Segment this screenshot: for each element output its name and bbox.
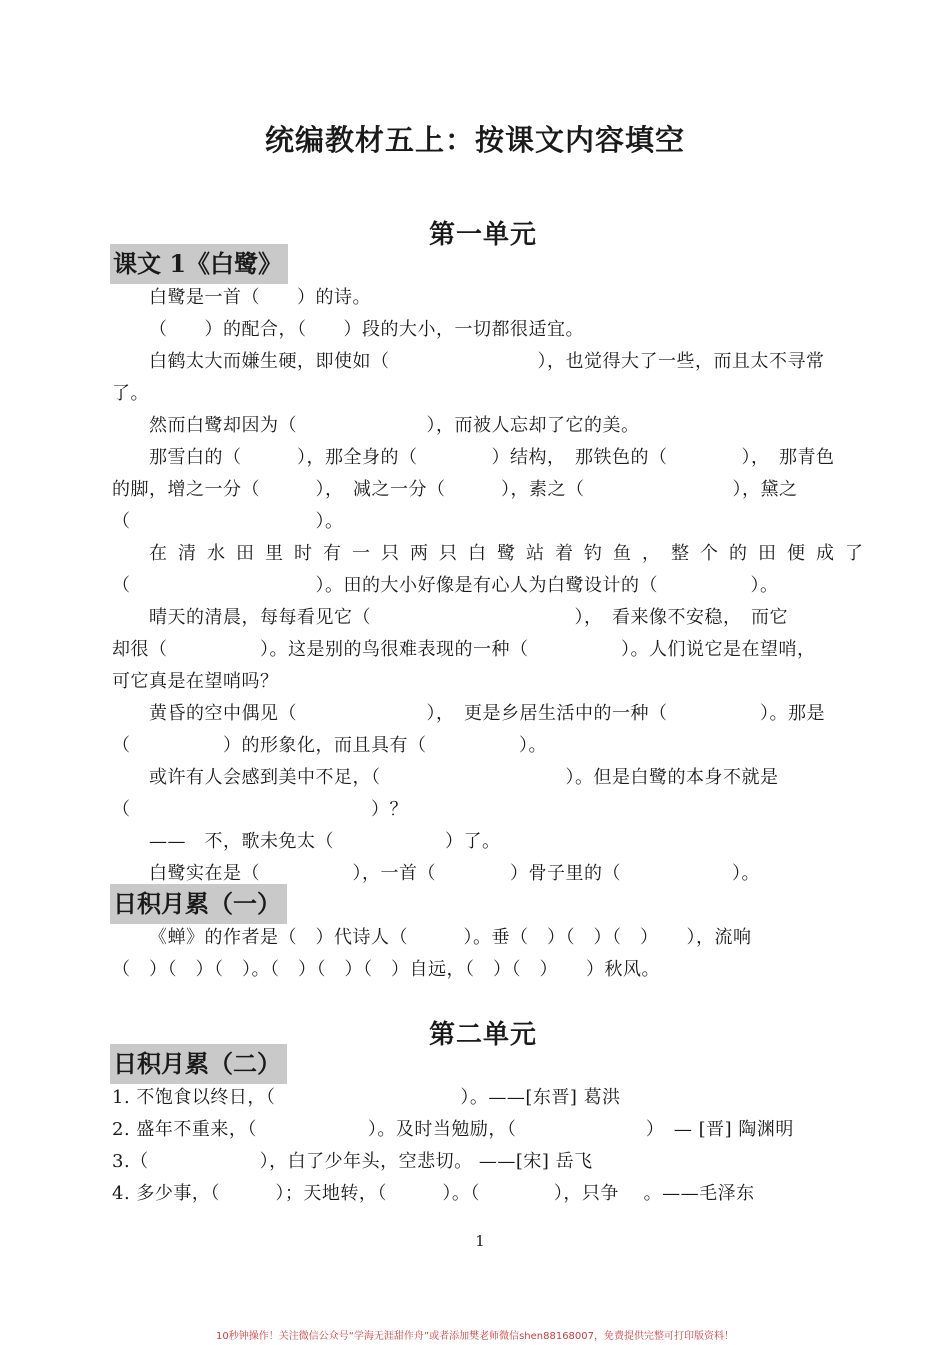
fill-line: 白鹭是一首（ ）的诗。 — [149, 287, 371, 308]
promo-footer: 10秒钟操作！关注微信公众号“学海无涯甜作舟”或者添加樊老师微信shen88168007，免费提供完整可打印版资料！ — [215, 1331, 735, 1342]
fill-line: （ ）。田的大小好像是有心人为白鹭设计的（ ）。 — [112, 575, 779, 596]
fill-line: 白鹤太大而嫌生硬，即使如（ ），也觉得大了一些，而且太不寻常 — [149, 351, 825, 372]
fill-line: 然而白鹭却因为（ ），而被人忘却了它的美。 — [149, 415, 640, 436]
fill-line: 2. 盛年不重来，（ ）。及时当勉励，（ ） — [晋] 陶渊明 — [112, 1119, 794, 1140]
fill-line: （ ）。 — [112, 511, 344, 532]
page-number: 1 — [475, 1232, 485, 1250]
fill-line: 黄昏的空中偶见（ ）， 更是乡居生活中的一种（ ）。那是 — [149, 703, 825, 724]
unit-heading-2: 第二单元 — [428, 1020, 537, 1050]
fill-line: 或许有人会感到美中不足，（ ）。但是白鹭的本身不就是 — [149, 767, 779, 788]
fill-line: 那雪白的（ ），那全身的（ ）结构， 那铁色的（ ）， 那青色 — [149, 447, 835, 468]
fill-line: 了。 — [112, 383, 149, 404]
fill-line: 晴天的清晨，每每看见它（ ）， 看来像不安稳， 而它 — [149, 607, 788, 628]
fill-line: 1. 不饱食以终日，（ ）。——[东晋] 葛洪 — [112, 1087, 621, 1108]
fill-line: （ ）的配合，（ ）段的大小，一切都很适宜。 — [149, 319, 584, 340]
fill-line: 在清水田里时有一只两只白鹭站着钓鱼，整个的田便成了 — [149, 543, 874, 564]
section-header-accumulation-2: 日积月累（二） — [110, 1044, 287, 1084]
fill-line: —— 不，歌未免太（ ）了。 — [149, 831, 501, 852]
fill-line: 《蝉》的作者是（ ）代诗人（ ）。垂（ ）（ ）（ ） ），流响 — [149, 927, 752, 948]
fill-line: （ ）（ ）（ ）。（ ）（ ）（ ）自远，（ ）（ ） ）秋风。 — [112, 959, 660, 980]
fill-line: （ ）的形象化，而且具有（ ）。 — [112, 735, 547, 756]
unit-heading-1: 第一单元 — [428, 220, 537, 250]
fill-line: （ ）？ — [112, 799, 408, 820]
section-header-accumulation-1: 日积月累（一） — [110, 884, 287, 924]
section-header-lesson-1: 课文 1《白鹭》 — [110, 244, 288, 284]
fill-line: 可它真是在望哨吗？ — [112, 671, 279, 692]
fill-line: 却很（ ）。这是别的鸟很难表现的一种（ ）。人们说它是在望哨， — [112, 639, 816, 660]
fill-line: 白鹭实在是（ ），一首（ ）骨子里的（ ）。 — [149, 863, 760, 884]
fill-line: 3.（ ），白了少年头，空悲切。 ——[宋] 岳飞 — [112, 1151, 593, 1172]
fill-line: 4. 多少事，（ ）；天地转，（ ）。（ ），只争 。——毛泽东 — [112, 1183, 755, 1204]
fill-line: 的脚，增之一分（ ）， 减之一分（ ），素之（ ），黛之 — [112, 479, 798, 500]
page-title: 统编教材五上：按课文内容填空 — [264, 123, 685, 157]
